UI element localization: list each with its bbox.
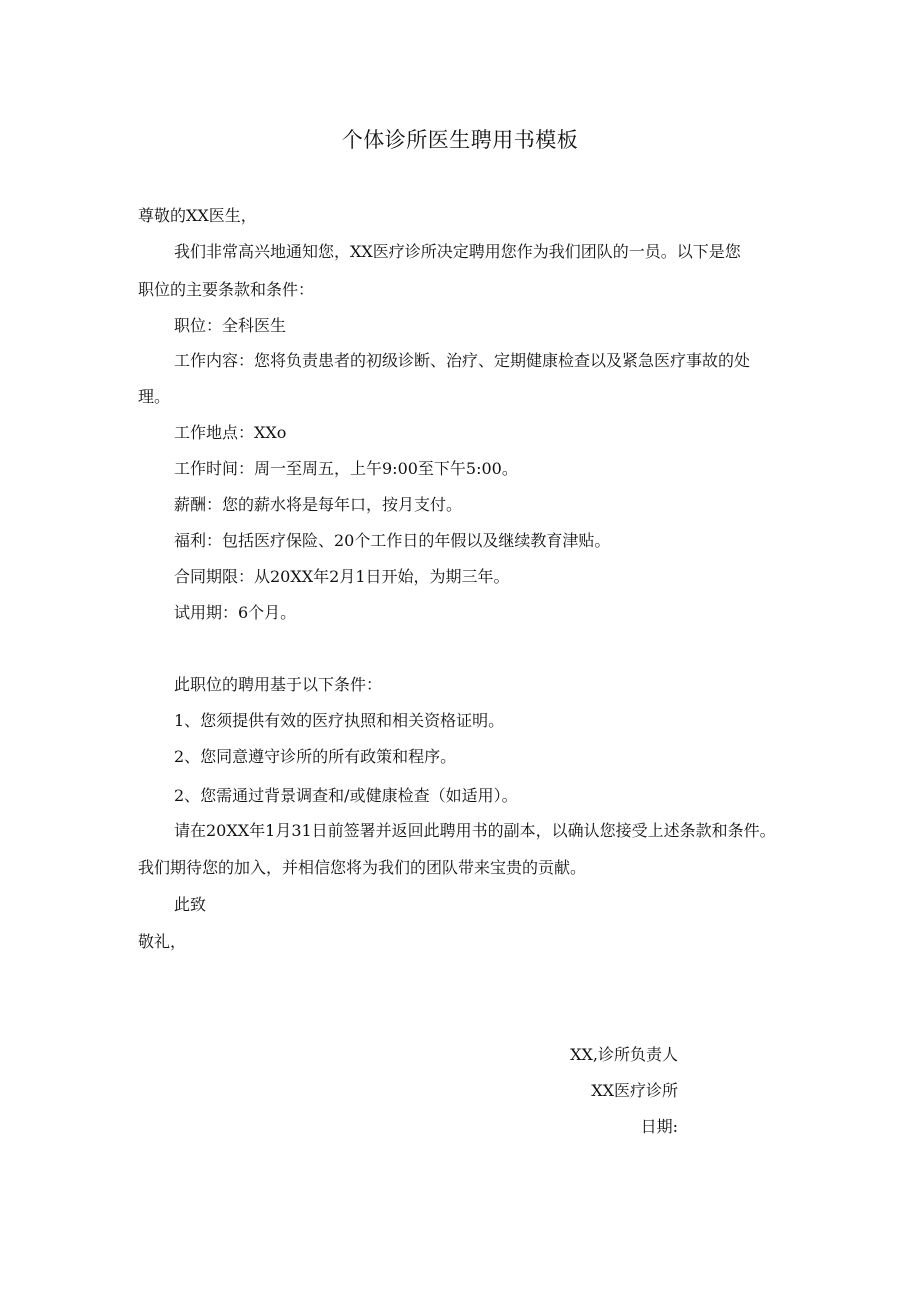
term-probation: 试用期：6个月。 [174,603,297,622]
sign-off-jingli: 敬礼， [138,932,187,951]
signature-date: 日期: [640,1117,678,1136]
signature-clinic: XX医疗诊所 [591,1081,678,1100]
salutation: 尊敬的XX医生， [138,206,257,225]
term-duties-line1: 工作内容：您将负责患者的初级诊断、治疗、定期健康检查以及紧急医疗事故的处 [174,351,751,370]
signature-person: XX,诊所负责人 [570,1045,678,1064]
closing-paragraph-line2: 我们期待您的加入，并相信您将为我们的团队带来宝贵的贡献。 [138,858,587,877]
term-location: 工作地点：XXo [174,423,287,442]
condition-item: 2、您需通过背景调查和/或健康检查（如适用）。 [174,786,518,805]
page-title: 个体诊所医生聘用书模板 [341,128,579,152]
intro-paragraph-line2: 职位的主要条款和条件： [138,280,315,299]
term-salary: 薪酬：您的薪水将是每年口，按月支付。 [174,495,463,514]
condition-item: 2、您同意遵守诊所的所有政策和程序。 [174,747,457,766]
sign-off-cizhi: 此致 [174,895,207,914]
intro-paragraph-line1: 我们非常高兴地通知您，XX医疗诊所决定聘用您作为我们团队的一员。以下是您 [174,242,741,261]
term-hours: 工作时间：周一至周五，上午9:00至下午5:00。 [174,459,518,478]
condition-item: 1、您须提供有效的医疗执照和相关资格证明。 [174,711,505,730]
conditions-heading: 此职位的聘用基于以下条件： [174,675,383,694]
term-benefits: 福利：包括医疗保险、20个工作日的年假以及继续教育津贴。 [174,531,611,550]
term-duties-line2: 理。 [138,387,171,406]
term-contract: 合同期限：从20XX年2月1日开始，为期三年。 [174,567,510,586]
term-position: 职位：全科医生 [174,316,287,335]
closing-paragraph-line1: 请在20XX年1月31日前签署并返回此聘用书的副本，以确认您接受上述条款和条件。 [174,821,776,840]
